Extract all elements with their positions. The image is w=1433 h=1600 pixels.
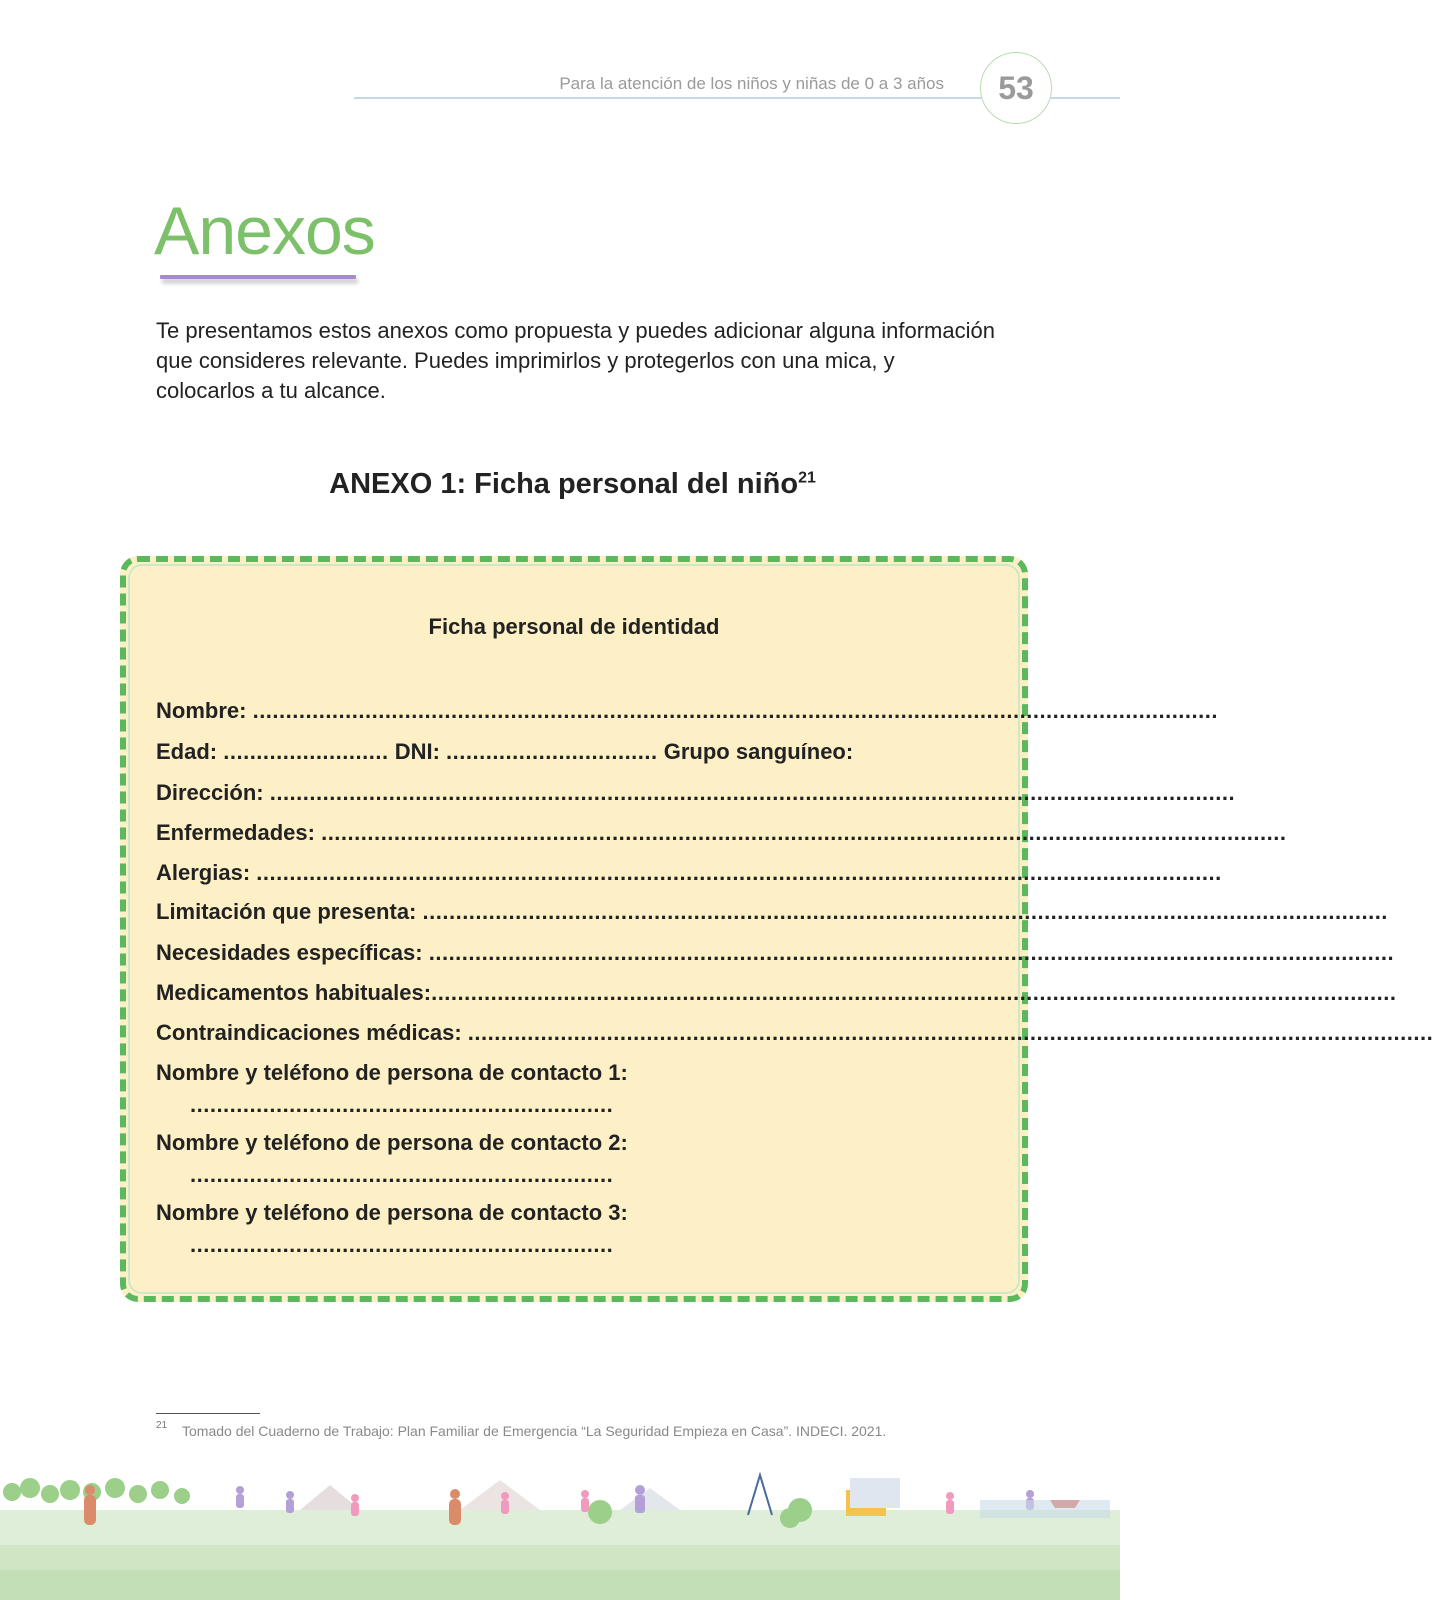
label-contacto-3: Nombre y teléfono de persona de contacto 3:: [156, 1200, 628, 1225]
label-direccion: Dirección:: [156, 780, 264, 805]
label-alergias: Alergias:: [156, 860, 251, 885]
field-alergias: [156, 860, 1222, 886]
label-nombre: Nombre:: [156, 698, 247, 723]
fill-line-medicamentos: ..................................................................................................................................................: [431, 980, 1397, 1005]
label-necesidades: Necesidades específicas:: [156, 940, 423, 965]
annex-heading-text: ANEXO 1: Ficha personal del niño: [329, 468, 799, 500]
form-title: Ficha personal de identidad: [428, 614, 720, 639]
footnote-ref: 21: [798, 469, 816, 487]
fill-line-limitacion: ..................................................................................................................................................: [422, 899, 1388, 924]
fill-line-direccion: ..................................................................................................................................................: [269, 780, 1236, 805]
section-title: Anexos: [154, 193, 375, 269]
fill-line-contacto-1: ................................................................: [190, 1092, 614, 1117]
label-contacto-2: Nombre y teléfono de persona de contacto 2:: [156, 1130, 628, 1155]
label-edad: Edad:: [156, 739, 218, 764]
footnote-number: 21: [156, 1420, 168, 1431]
fill-line-enfermedades: ..................................................................................................................................................: [321, 820, 1287, 845]
label-grupo-sanguineo: Grupo sanguíneo:: [663, 739, 854, 764]
fill-line-contacto-3: ................................................................: [190, 1232, 614, 1257]
field-nombre: [156, 698, 1218, 724]
fill-line-contacto-2: ................................................................: [190, 1162, 614, 1187]
running-title: Para la atención de los niños y niñas de 0 a 3 años: [559, 74, 944, 93]
title-underline: [160, 275, 356, 279]
field-limitacion: [156, 899, 1388, 925]
label-contacto-1: Nombre y teléfono de persona de contacto 1:: [156, 1060, 628, 1085]
field-necesidades: [156, 940, 1395, 966]
fill-line-edad: .........................: [223, 739, 389, 764]
intro-paragraph: Te presentamos estos anexos como propuesta y puedes adicionar alguna información que consideres relevante. Puedes imprimirlos y protegerlos con una mica, y colocarlos a tu alcance.: [156, 318, 995, 403]
page-number-badge: [980, 52, 1052, 124]
field-enfermedades: [156, 820, 1287, 846]
field-direccion: [156, 780, 1236, 806]
field-contraindicaciones: [156, 1020, 1433, 1046]
fill-line-dni: ................................: [446, 739, 658, 764]
fill-line-contraindicaciones: ..................................................................................................................................................: [467, 1020, 1433, 1045]
page-number: 53: [998, 69, 1034, 106]
label-dni: DNI:: [394, 739, 440, 764]
fill-line-alergias: ..................................................................................................................................................: [256, 860, 1222, 885]
label-contraindicaciones: Contraindicaciones médicas:: [156, 1020, 462, 1045]
field-edad-dni-grupo: [156, 739, 996, 765]
footnote-text: Tomado del Cuaderno de Trabajo: Plan Familiar de Emergencia “La Seguridad Empieza en Casa”. INDECI. 2021.: [182, 1423, 887, 1439]
landscape-illustration: [0, 1470, 1120, 1600]
annex-heading: [0, 468, 1145, 501]
identity-form-card: [120, 556, 1433, 1302]
field-medicamentos: [156, 980, 1397, 1006]
fill-line-necesidades: ..................................................................................................................................................: [428, 940, 1395, 965]
footnote-rule: [156, 1413, 260, 1414]
label-enfermedades: Enfermedades:: [156, 820, 315, 845]
label-limitacion: Limitación que presenta:: [156, 899, 417, 924]
fill-line-nombre: ..................................................................................................................................................: [252, 698, 1218, 723]
label-medicamentos: Medicamentos habituales:: [156, 980, 432, 1005]
